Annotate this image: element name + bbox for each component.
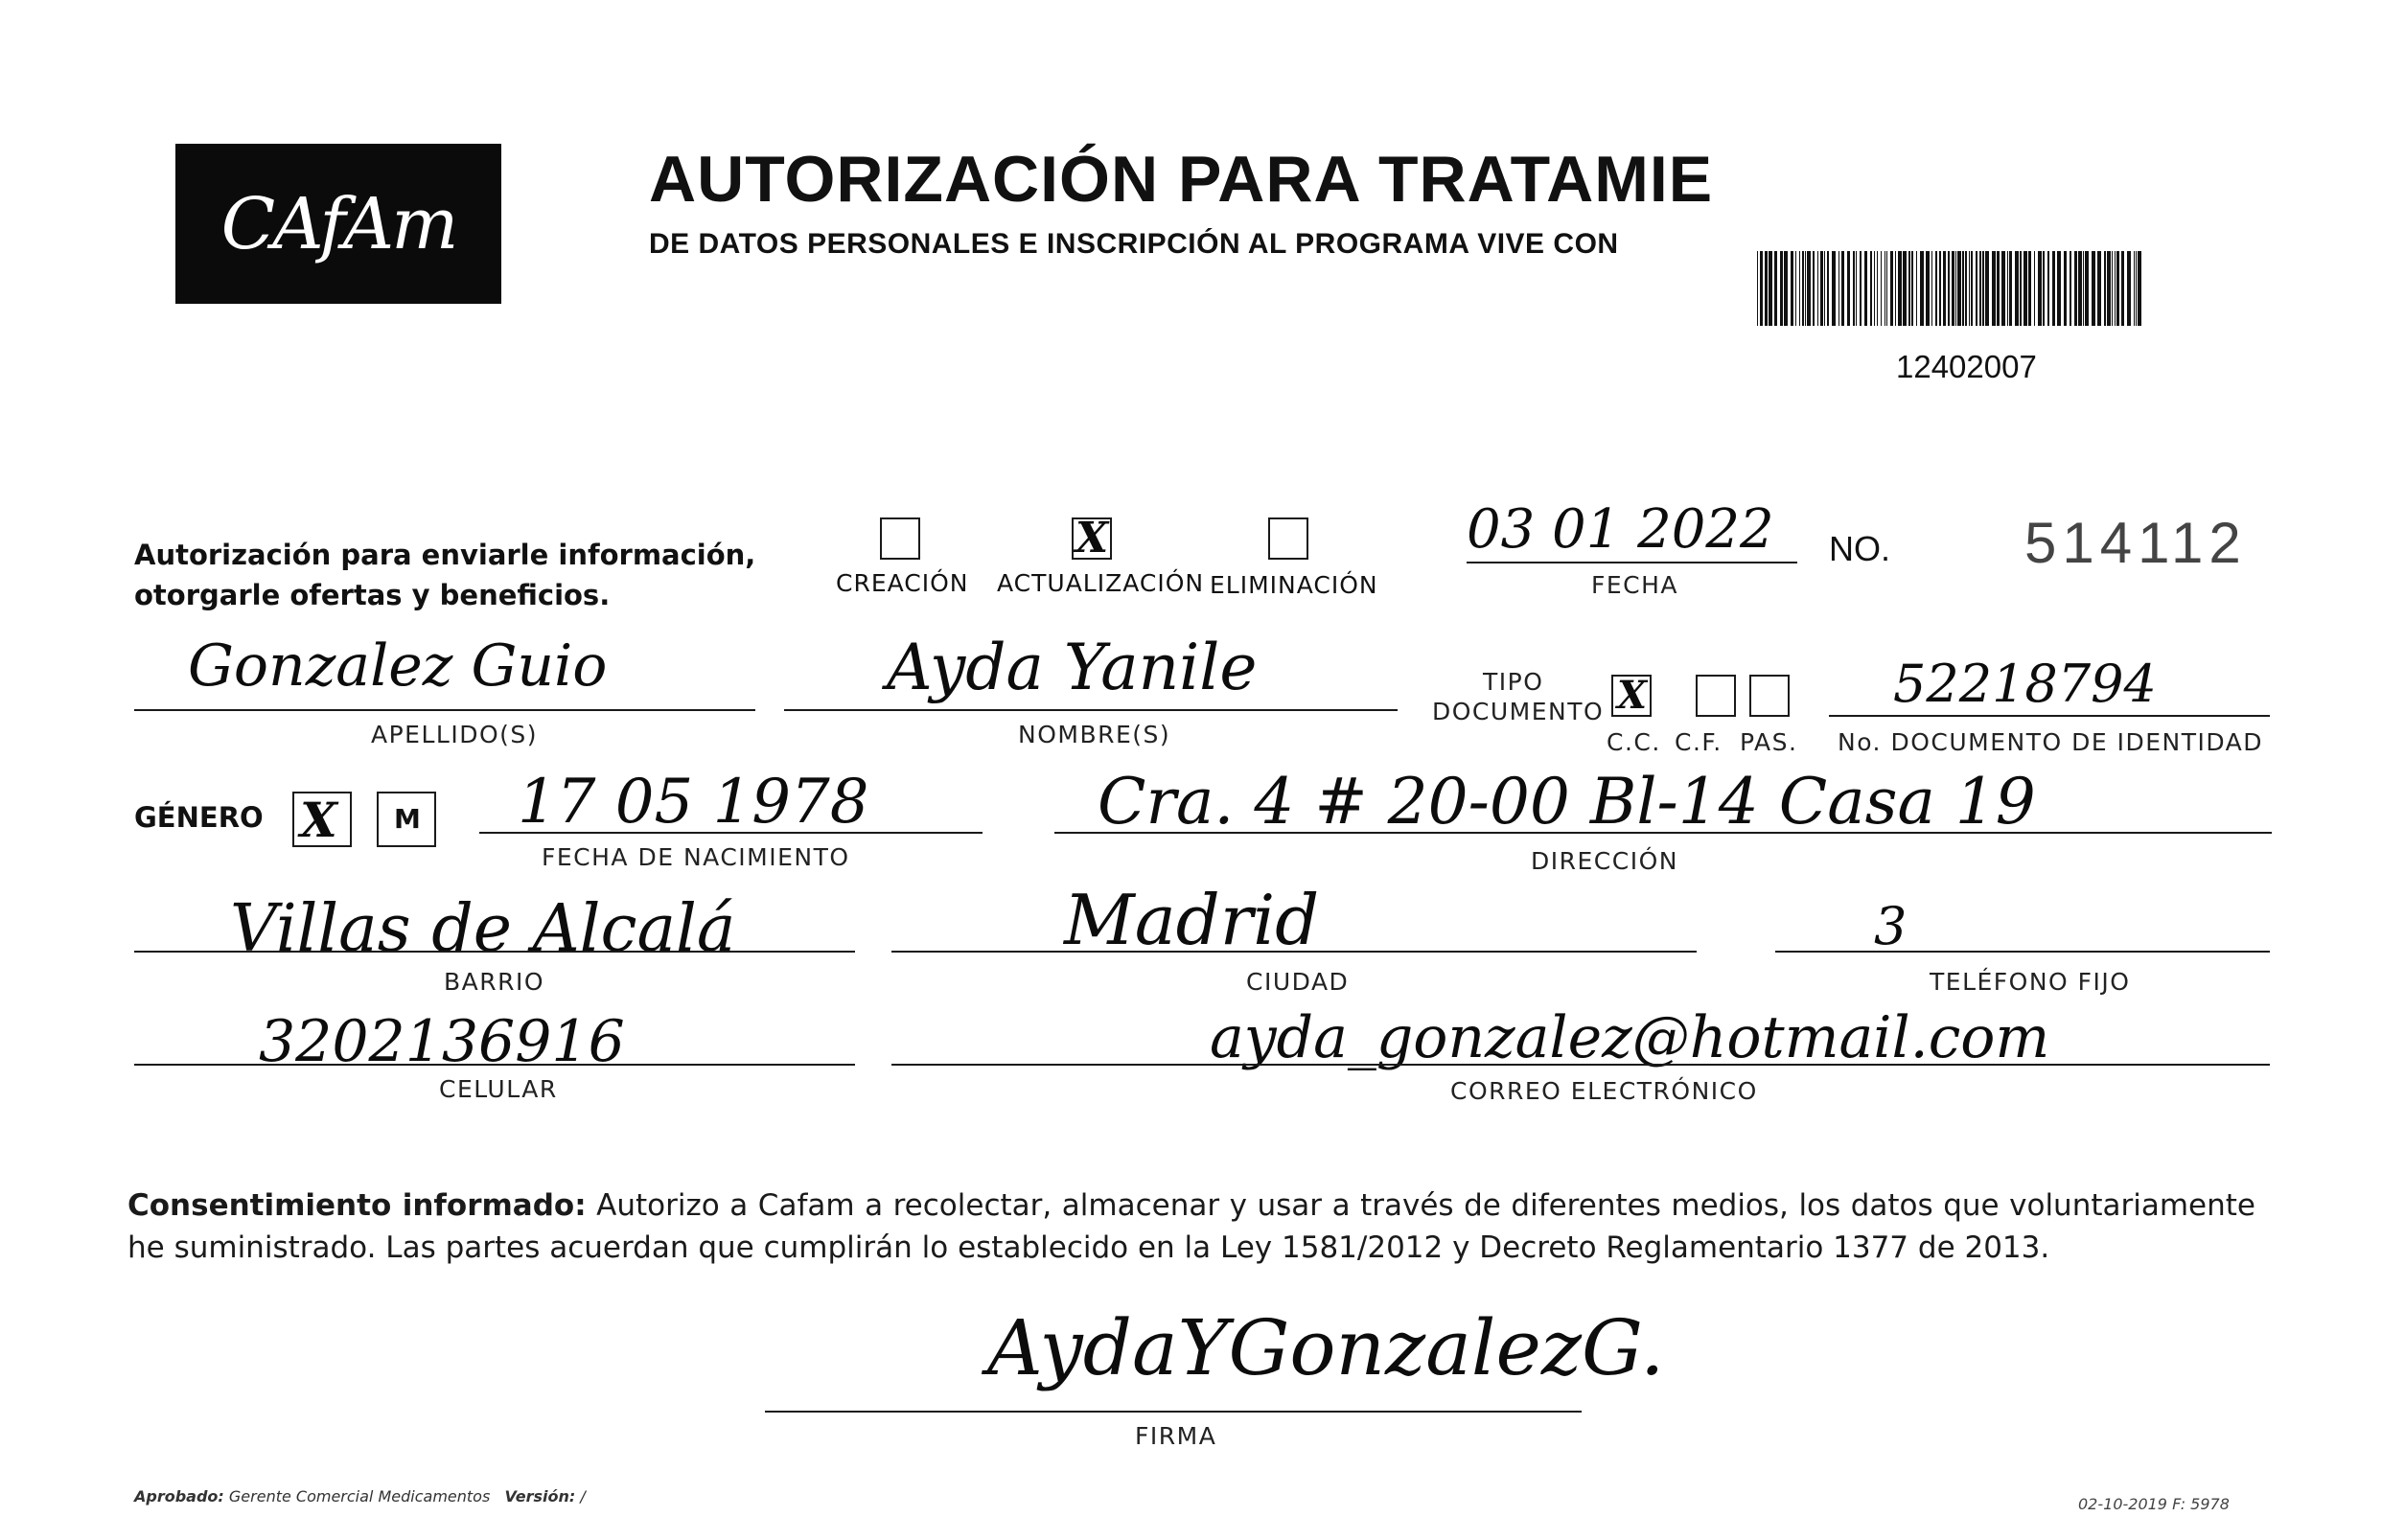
fecha-label: FECHA (1591, 571, 1679, 599)
barcode-bar (1895, 251, 1896, 326)
correo-label: CORREO ELECTRÓNICO (1450, 1077, 1758, 1105)
barcode-bar (2104, 251, 2106, 326)
barcode-bar (1943, 251, 1946, 326)
barcode-bar (1807, 251, 1811, 326)
ciudad-value: Madrid (1064, 880, 1320, 960)
barcode-bar (1969, 251, 1970, 326)
barrio-value: Villas de Alcalá (230, 891, 736, 967)
nombres-value: Ayda Yanile (887, 631, 1258, 704)
barcode-bar (1877, 251, 1878, 326)
apellidos-value: Gonzalez Guio (188, 632, 608, 700)
numero-value: 514112 (2024, 511, 2247, 575)
authorization-line-1: Autorización para enviarle información, (134, 539, 756, 571)
barcode-bar (2007, 251, 2008, 326)
barcode-bar (1898, 251, 1902, 326)
nacimiento-value: 17 05 1978 (518, 767, 869, 838)
barcode-bar (1824, 251, 1825, 326)
barcode-bar (2034, 251, 2035, 326)
pasaporte-checkbox[interactable] (1749, 675, 1790, 717)
cf-checkbox[interactable] (1696, 675, 1736, 717)
barcode-bar (1965, 251, 1967, 326)
barcode-bar (1931, 251, 1932, 326)
barcode-bar (1795, 251, 1796, 326)
version-value: / (580, 1487, 586, 1506)
barcode-bar (1870, 251, 1872, 326)
footer-date-code: 02-10-2019 F: 5978 (2078, 1495, 2230, 1513)
barcode-bar (2057, 251, 2061, 326)
barcode-bar (1952, 251, 1954, 326)
actualizacion-check-mark: X (1075, 514, 1109, 563)
barcode-bar (2020, 251, 2022, 326)
celular-label: CELULAR (439, 1075, 558, 1103)
barcode-bar (2136, 251, 2137, 326)
barcode-bar (1784, 251, 1788, 326)
consent-body: Autorizo a Cafam a recolectar, almacenar y usar a través de diferentes medios, los datos que voluntariamente he suministrado. Las partes acuerdan que cumplirán lo establecido en la Ley 1581/2012 y Decreto Reglamentario 1377 de 2013. (127, 1188, 2255, 1265)
barcode-bar (2028, 251, 2031, 326)
barcode-bar (1955, 251, 1956, 326)
barcode-bar (1948, 251, 1950, 326)
barcode-bar (1926, 251, 1930, 326)
barcode-bar (1799, 251, 1800, 326)
creacion-checkbox[interactable] (880, 517, 920, 560)
nombres-label: NOMBRE(S) (1018, 721, 1171, 748)
barcode-bar (1827, 251, 1829, 326)
barcode-bar (2116, 251, 2119, 326)
barcode-bar (2092, 251, 2095, 326)
barcode-bar (1817, 251, 1818, 326)
genero-label: GÉNERO (134, 801, 264, 834)
barcode-bar (2134, 251, 2135, 326)
barcode-bar (1971, 251, 1973, 326)
creacion-label: CREACIÓN (836, 569, 969, 597)
fecha-value: 03 01 2022 (1467, 498, 1774, 561)
barcode-bar (1939, 251, 1941, 326)
approved-label: Aprobado: (134, 1487, 224, 1506)
barcode-bar (1765, 251, 1768, 326)
approved-value: Gerente Comercial Medicamentos (228, 1487, 491, 1506)
telefono-label: TELÉFONO FIJO (1930, 968, 2131, 996)
tipo-documento-label-1: TIPO (1483, 668, 1544, 696)
nacimiento-label: FECHA DE NACIMIENTO (542, 843, 850, 871)
barcode-bar (1802, 251, 1804, 326)
barcode-bar (2070, 251, 2071, 326)
direccion-value: Cra. 4 # 20-00 Bl-14 Casa 19 (1098, 765, 2036, 839)
barcode-bar (1992, 251, 1996, 326)
barcode-bar (1911, 251, 1913, 326)
barcode-bar (2052, 251, 2055, 326)
barcode-bar (1979, 251, 1981, 326)
barcode-bar (1841, 251, 1844, 326)
barcode-bar (1864, 251, 1867, 326)
barcode-bar (1805, 251, 1806, 326)
barcode-bar (1769, 251, 1772, 326)
documento-number-value: 52218794 (1893, 654, 2157, 714)
ciudad-label: CIUDAD (1246, 968, 1350, 996)
cf-label: C.F. (1675, 728, 1723, 756)
barcode-bar (1903, 251, 1907, 326)
cc-label: C.C. (1607, 728, 1661, 756)
actualizacion-checkbox[interactable] (1072, 514, 1112, 563)
cc-checkbox[interactable] (1611, 675, 1652, 717)
eliminacion-checkbox[interactable] (1268, 517, 1308, 560)
barcode-bar (2001, 251, 2005, 326)
barcode-bar (1935, 251, 1937, 326)
barcode-bar (2038, 251, 2042, 326)
barcode-bar (2107, 251, 2111, 326)
barcode-bar (1820, 251, 1823, 326)
barcode-bar (1881, 251, 1882, 326)
barcode-bar (2074, 251, 2077, 326)
barcode-bar (1774, 251, 1777, 326)
barcode-bar (1760, 251, 1763, 326)
barcode-bar (1757, 251, 1758, 326)
barcode-bar (2121, 251, 2124, 326)
barcode-bar (2009, 251, 2012, 326)
barcode-bar (1957, 251, 1961, 326)
barcode-bar (1916, 251, 1917, 326)
authorization-intro (134, 535, 755, 615)
barcode-bar (1874, 251, 1875, 326)
barcode-bar (2127, 251, 2131, 326)
barcode-bar (2064, 251, 2067, 326)
barcode-bar (1920, 251, 1924, 326)
barcode-bar (2097, 251, 2101, 326)
document-subtitle: DE DATOS PERSONALES E INSCRIPCIÓN AL PROGRAMA VIVE CON (649, 228, 1619, 260)
barcode-bar (1982, 251, 1984, 326)
actualizacion-label: ACTUALIZACIÓN (997, 569, 1205, 597)
barrio-label: BARRIO (444, 968, 545, 996)
barcode-bar (2115, 251, 2116, 326)
barcode-bar (1962, 251, 1964, 326)
logo-text: CAfAm (220, 182, 456, 265)
genero-f-checkbox[interactable] (292, 792, 352, 847)
eliminacion-label: ELIMINACIÓN (1210, 571, 1378, 599)
barcode-number: 12402007 (1896, 349, 2037, 384)
barcode-bar (2043, 251, 2045, 326)
barcode-bar (1997, 251, 2000, 326)
barcode-bar (2138, 251, 2141, 326)
consent-heading: Consentimiento informado: (127, 1188, 587, 1223)
barcode-bar (1813, 251, 1815, 326)
tipo-documento-label-2: DOCUMENTO (1432, 698, 1605, 725)
barcode-bar (1838, 251, 1839, 326)
barcode-bar (2112, 251, 2113, 326)
consent-paragraph (127, 1184, 2255, 1269)
numero-label: NO. (1829, 529, 1891, 568)
correo-value: ayda_gonzalez@hotmail.com (1210, 1004, 2050, 1071)
barcode-bar (2078, 251, 2082, 326)
telefono-value: 3 (1874, 896, 1908, 956)
direccion-label: DIRECCIÓN (1531, 847, 1678, 875)
signature: AydaYGonzalezG. (987, 1303, 1665, 1392)
documento-number-label: No. DOCUMENTO DE IDENTIDAD (1838, 728, 2264, 756)
barcode-bar (1860, 251, 1862, 326)
cafam-logo (175, 144, 501, 304)
barcode-bar (1832, 251, 1836, 326)
barcode-bar (1791, 251, 1793, 326)
apellidos-label: APELLIDO(S) (371, 721, 539, 748)
barcode-bar (1856, 251, 1857, 326)
barcode-bar (2015, 251, 2019, 326)
version-label: Versión: (504, 1487, 576, 1506)
cc-check-mark: X (1617, 673, 1648, 718)
genero-f-mark: X (300, 792, 337, 848)
footer-approved (134, 1487, 586, 1506)
barcode-bar (2083, 251, 2084, 326)
barcode-bar (1890, 251, 1893, 326)
genero-m-checkbox[interactable] (377, 792, 436, 847)
barcode-bar (1780, 251, 1783, 326)
barcode-bar (2047, 251, 2049, 326)
barcode-bar (1853, 251, 1855, 326)
barcode-bar (1847, 251, 1850, 326)
genero-m-label: M (394, 803, 421, 835)
firma-label: FIRMA (1135, 1422, 1217, 1450)
document-title: AUTORIZACIÓN PARA TRATAMIE (649, 143, 1714, 216)
barcode-bar (2085, 251, 2089, 326)
celular-value: 3202136916 (259, 1008, 625, 1075)
barcode-bar (2023, 251, 2027, 326)
authorization-line-2: otorgarle ofertas y beneficios. (134, 579, 611, 611)
pas-label: PAS. (1740, 728, 1798, 756)
barcode-bar (1886, 251, 1887, 326)
barcode-bar (1985, 251, 1989, 326)
barcode-bar (1908, 251, 1910, 326)
barcode-bar (1976, 251, 1977, 326)
barcode (1757, 251, 2142, 326)
